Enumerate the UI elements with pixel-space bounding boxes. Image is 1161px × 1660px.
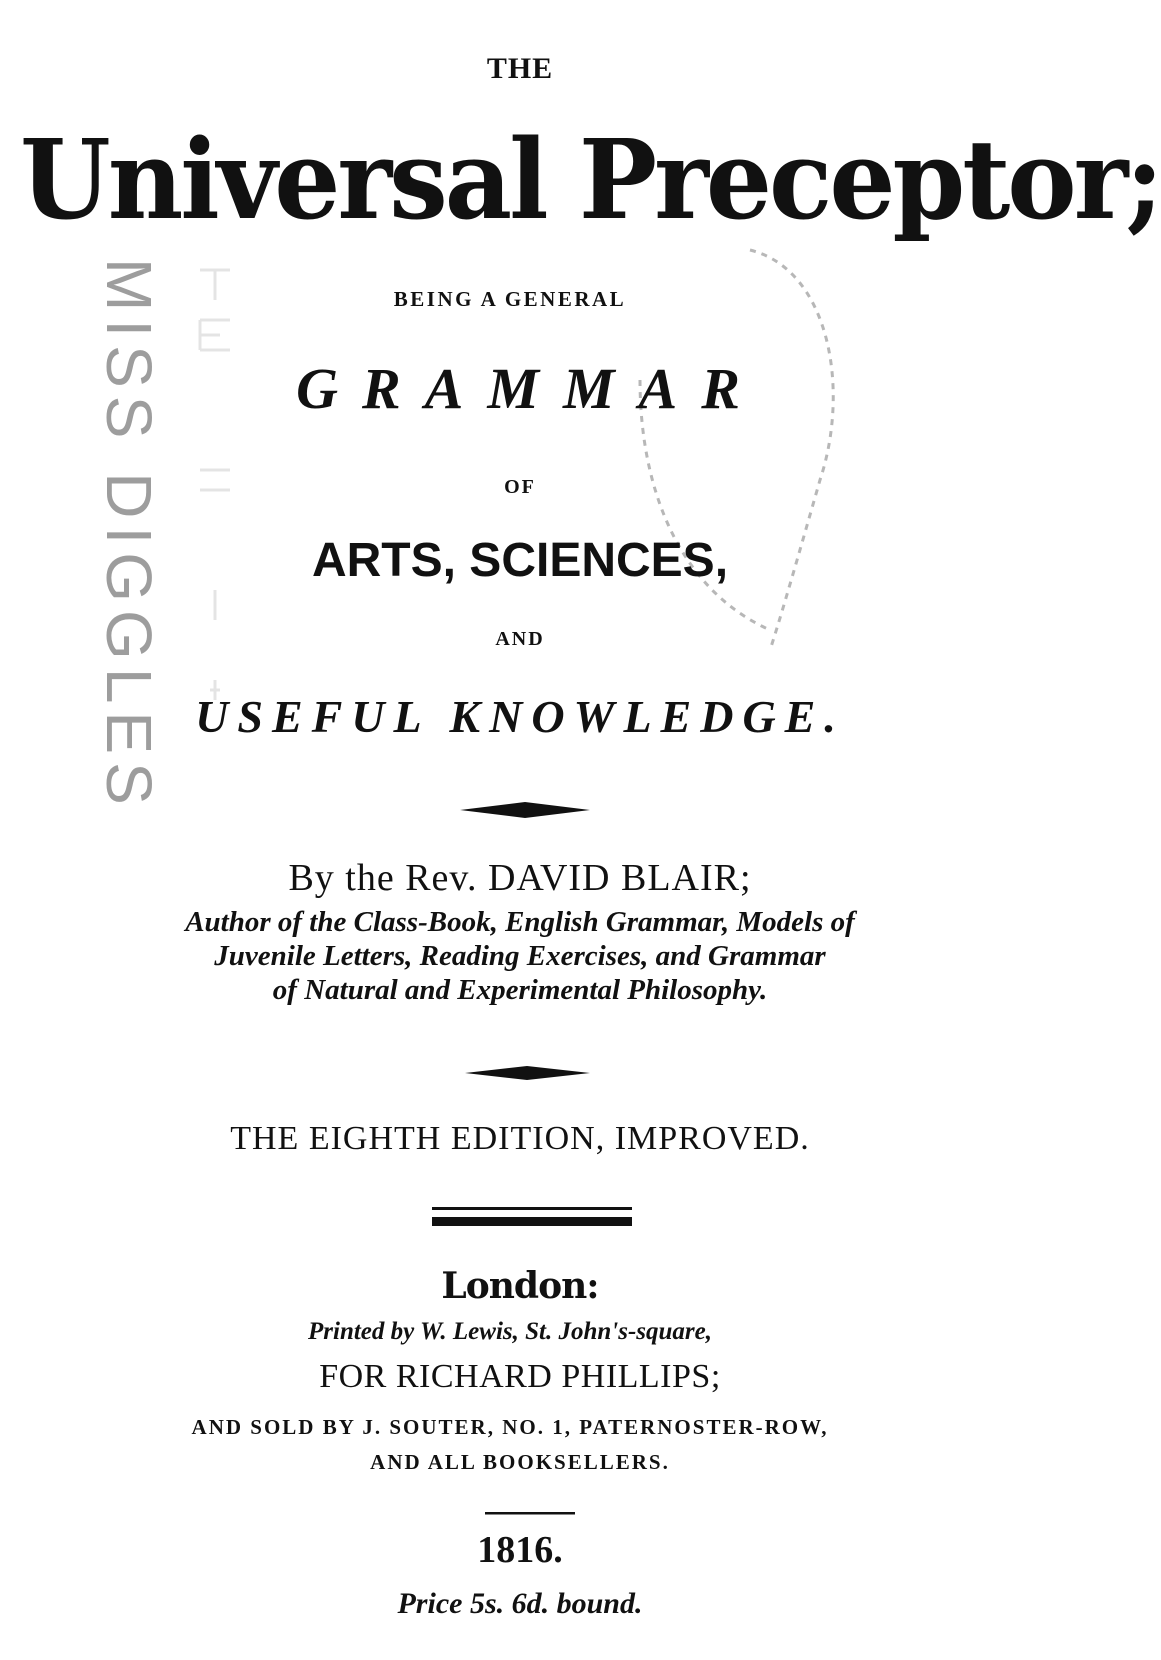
double-rule <box>432 1205 632 1229</box>
publication-year: 1816. <box>477 1529 563 1571</box>
price-note: Price 5s. 6d. bound. <box>397 1587 643 1620</box>
subtitle-useful-knowledge: USEFUL KNOWLEDGE. <box>195 691 845 742</box>
subtitle-being: BEING A GENERAL <box>393 287 627 311</box>
imprint-booksellers: AND ALL BOOKSELLERS. <box>370 1450 670 1474</box>
imprint-publisher: FOR RICHARD PHILLIPS; <box>319 1358 721 1395</box>
author-description-line: of Natural and Experimental Philosophy. <box>272 974 768 1006</box>
subtitle-grammar: GRAMMAR <box>296 356 764 421</box>
subtitle-of: OF <box>504 476 536 498</box>
short-rule <box>485 1512 575 1516</box>
imprint-city: London: <box>441 1265 599 1307</box>
author-description <box>20 905 1020 1007</box>
book-title: Universal Preceptor; <box>20 114 1161 245</box>
the-heading: THE <box>486 52 554 85</box>
faint-stamp-mark <box>190 260 240 740</box>
diamond-rule-1 <box>460 800 590 820</box>
imprint-printer: Printed by W. Lewis, St. John's-square, <box>308 1318 712 1345</box>
edition-note: THE EIGHTH EDITION, IMPROVED. <box>230 1120 810 1157</box>
author-description-line: Author of the Class-Book, English Grammar, Models of <box>185 906 855 938</box>
imprint-seller: AND SOLD BY J. SOUTER, NO. 1, PATERNOSTER-ROW, <box>191 1415 829 1439</box>
subtitle-arts-sciences: ARTS, SCIENCES, <box>311 534 729 587</box>
author-description-line: Juvenile Letters, Reading Exercises, and Grammar <box>214 940 826 972</box>
author-byline: By the Rev. DAVID BLAIR; <box>288 857 752 899</box>
subtitle-and: AND <box>495 628 545 650</box>
faint-stamp-graphic <box>190 260 240 740</box>
diamond-rule-2 <box>465 1063 590 1083</box>
library-stamp: MISS DIGGLES <box>93 258 165 813</box>
